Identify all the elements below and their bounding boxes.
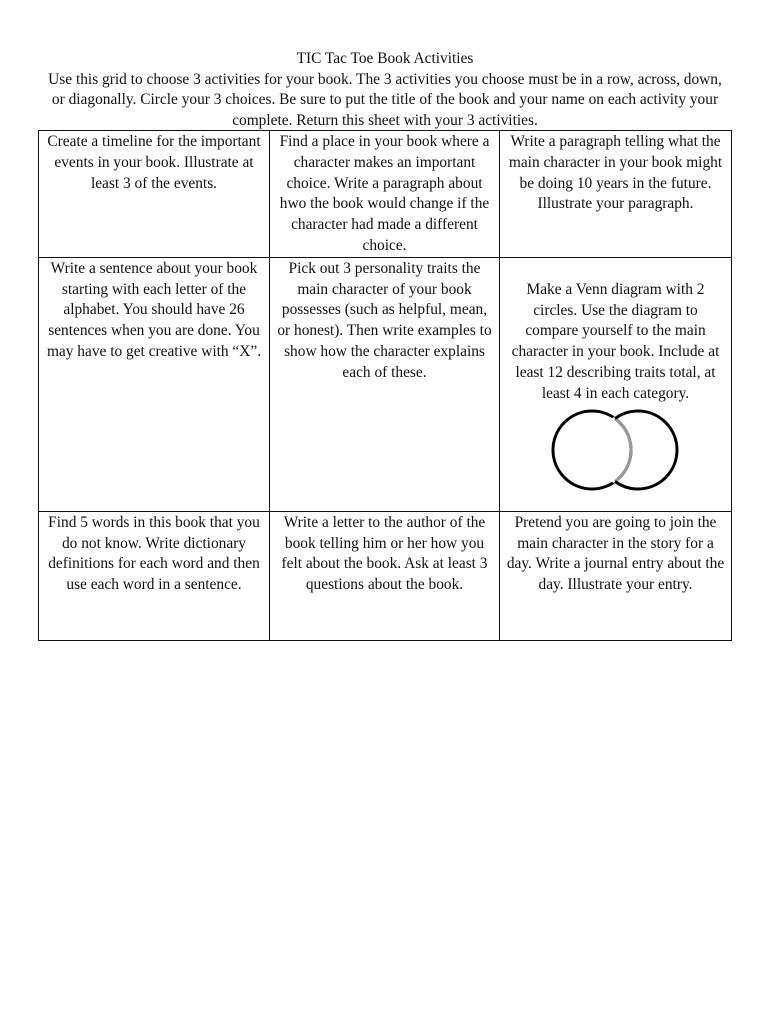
activity-cell-journal-entry[interactable] <box>500 511 732 640</box>
worksheet-instructions: Use this grid to choose 3 activities for your book. The 3 activities you choose must be in a row, across, down, or diagonally. Circle your 3 choices. Be sure to put the title of the book and your name on each activity your complete. Return this sheet with your 3 activities. <box>48 70 722 129</box>
activity-text: Write a letter to the author of the book telling him or her how you felt about the book. Ask at least 3 questions about the book. <box>281 513 488 594</box>
activity-cell-letter-to-author[interactable] <box>270 511 500 640</box>
venn-overlap-arc <box>615 418 631 481</box>
activity-text: Create a timeline for the important events in your book. Illustrate at least 3 of the events. <box>47 133 261 192</box>
grid-row-3 <box>39 511 732 640</box>
activity-cell-ten-years-future[interactable] <box>500 131 732 258</box>
activity-text: Find a place in your book where a character makes an important choice. Write a paragraph about hwo the book would change if the character had made a different choice. <box>279 133 490 254</box>
activity-text: Find 5 words in this book that you do not know. Write dictionary definitions for each word and then use each word in a sentence. <box>48 513 260 594</box>
grid-row-1 <box>39 131 732 258</box>
activity-text: Make a Venn diagram with 2 circles. Use the diagram to compare yourself to the main character in your book. Include at least 12 describing traits total, at least 4 in each category. <box>511 280 720 402</box>
activity-text: Write a sentence about your book starting with each letter of the alphabet. You should have 26 sentences when you are done. You may have to get creative with “X”. <box>46 259 262 360</box>
activity-text: Pretend you are going to join the main character in the story for a day. Write a journal entry about the day. Illustrate your entry. <box>506 513 725 594</box>
activity-text: Write a paragraph telling what the main character in your book might be doing 10 years in the future. Illustrate your paragraph. <box>508 133 723 213</box>
activity-text: Pick out 3 personality traits the main character of your book possesses (such as helpful, mean, or honest). Then write examples to show how the character explains each of these. <box>277 259 492 381</box>
worksheet-title: TIC Tac Toe Book Activities <box>296 50 474 67</box>
activity-cell-alphabet-sentences[interactable] <box>39 257 270 511</box>
activity-cell-personality-traits[interactable] <box>270 257 500 511</box>
activity-cell-important-choice[interactable] <box>270 131 500 258</box>
worksheet-heading <box>40 49 730 131</box>
venn-diagram-illustration <box>550 408 682 494</box>
tic-tac-toe-grid <box>38 130 732 641</box>
activity-cell-dictionary-words[interactable] <box>39 511 270 640</box>
grid-row-2 <box>39 257 732 511</box>
activity-cell-timeline[interactable] <box>39 131 270 258</box>
activity-cell-venn-diagram[interactable] <box>500 257 732 511</box>
